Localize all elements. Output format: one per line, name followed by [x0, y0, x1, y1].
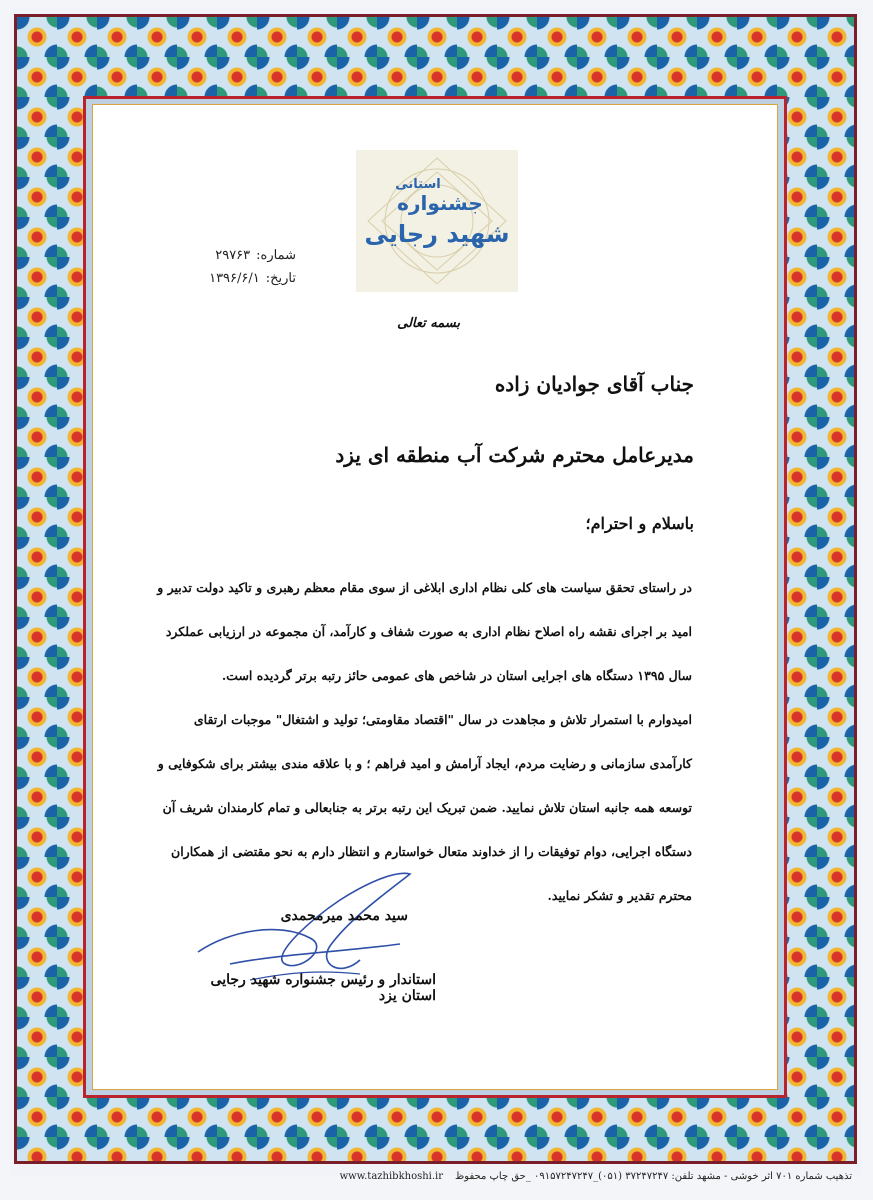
website-link[interactable]: www.tazhibkhoshi.ir — [339, 1171, 444, 1182]
logo-line-1: جشنواره — [397, 191, 483, 215]
signatory-title: استاندار و رئیس جشنواره شهید رجایی استان یزد — [210, 972, 436, 1004]
print-info: تذهیب شماره ۷۰۱ اثر خوشی - مشهد تلفن: ۳۷۲۴۷۲۴۷ (۰۵۱)_۰۹۱۵۷۲۴۷۲۴۷ _حق چاپ محفوظ — [455, 1171, 852, 1182]
signatory-name: سید محمد میرمحمدی — [280, 908, 408, 924]
body-paragraph-2: امیدوارم با استمرار تلاش و مجاهدت در سال "اقتصاد مقاومتی؛ تولید و اشتغال" موجبات ارتقای کارآمدی سازمانی و رضایت مردم، ایجاد آرامش و امید فراهم ؛ و با علاقه مندی بیشتر برای شکوفایی و توسعه همه جانبه استان تلاش نمایید. ضمن تبریک این رتبه برتر به جنابعالی و تمام کارمندان شریف آن دستگاه اجرایی، دوام توفیقات را از خداوند متعال خواستارم و انتظار دارم به نحو مقتضی از همکاران محترم تقدیر و تشکر نمایید. — [157, 712, 692, 903]
date-value: ۱۳۹۶/۶/۱ — [209, 271, 260, 286]
letter-number — [176, 248, 296, 263]
number-value: ۲۹۷۶۳ — [215, 248, 251, 263]
basmala: بسمه تعالی — [397, 316, 460, 331]
body-paragraph-1: در راستای تحقق سیاست های کلی نظام اداری ابلاغی از سوی مقام معظم رهبری و تاکید دولت تدبیر و امید بر اجرای نقشه راه اصلاح نظام اداری به صورت شفاف و کارآمد، آن مجموعه در ارزیابی عملکرد سال ۱۳۹۵ دستگاه های اجرایی استان در شاخص های عمومی حائز رتبه برتر گردیده است. — [157, 580, 692, 683]
logo-line-3: شهید رجایی — [364, 220, 510, 248]
festival-logo — [356, 150, 518, 292]
greeting: باسلام و احترام؛ — [585, 514, 694, 533]
recipient: جناب آقای جوادیان زاده — [494, 372, 694, 396]
logo-line-2: استانی — [395, 177, 441, 192]
letter-date — [176, 271, 296, 286]
number-label: شماره: — [256, 248, 296, 263]
date-label: تاریخ: — [265, 271, 296, 286]
print-footer — [300, 1171, 852, 1182]
recipient-position: مدیرعامل محترم شرکت آب منطقه ای یزد — [335, 443, 694, 467]
